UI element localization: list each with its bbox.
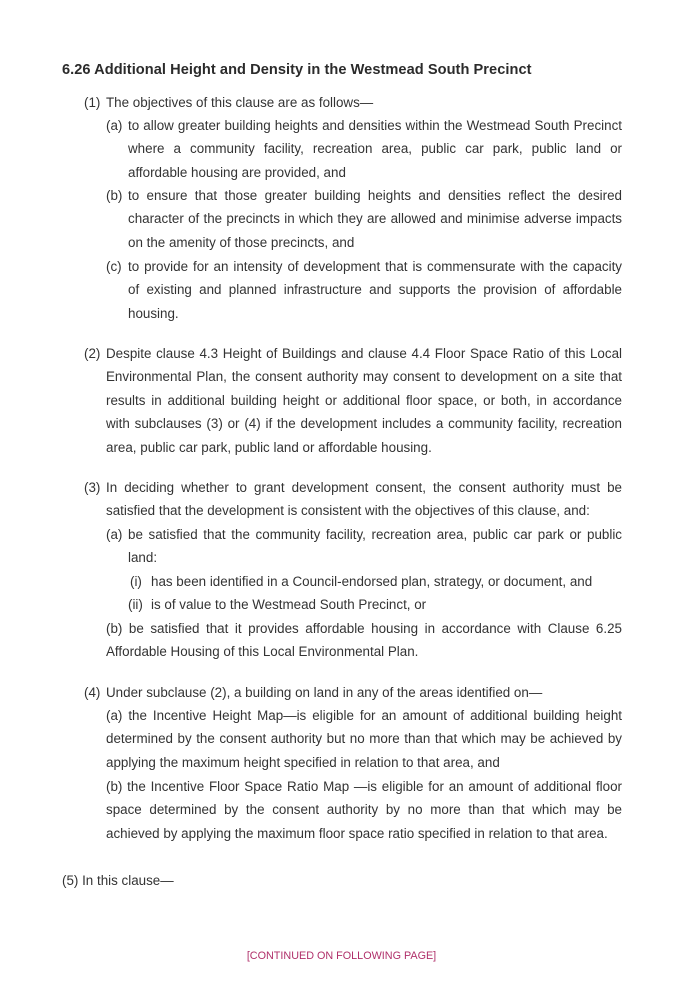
subclause-4-number: (4)	[84, 685, 101, 700]
subclause-2-text: Despite clause 4.3 Height of Buildings and clause 4.4 Floor Space Ratio of this Local Environmental Plan, the consent authority may consent to development on a site that results in additional building height or additional floor space, or both, in accordance with subclauses (3) or (4) if the development includes a community facility, recreation area, public car park, public land or affordable housing.	[106, 346, 622, 455]
subclause-4a-text: (a) the Incentive Height Map—is eligible for an amount of additional building height determined by the consent authority but no more than that which may be achieved by applying the maximum height specified in relation to that area, and	[106, 708, 622, 770]
subclause-5-text: (5) In this clause—	[62, 873, 174, 888]
subclause-1c-label: (c)	[106, 259, 122, 274]
subclause-3a-label: (a)	[106, 527, 123, 542]
subclause-3a-ii-text: is of value to the Westmead South Precinct, or	[151, 597, 427, 612]
subclause-3a-ii-label: (ii)	[128, 597, 143, 612]
subclause-1a-text: to allow greater building heights and densities within the Westmead South Precinct where a community facility, recreation area, public car park, public land or affordable housing are provided, and	[128, 118, 622, 180]
continued-footer: [CONTINUED ON FOLLOWING PAGE]	[246, 950, 437, 962]
subclause-4-text: Under subclause (2), a building on land in any of the areas identified on—	[106, 685, 543, 700]
subclause-1-text: The objectives of this clause are as follows—	[106, 95, 374, 110]
subclause-3b-text: (b) be satisfied that it provides affordable housing in accordance with Clause 6.25 Affordable Housing of this Local Environmental Plan.	[106, 621, 622, 660]
subclause-3-number: (3)	[84, 480, 101, 495]
subclause-3-text: In deciding whether to grant development consent, the consent authority must be satisfied that the development is consistent with the objectives of this clause, and:	[106, 480, 622, 519]
subclause-1-number: (1)	[84, 95, 101, 110]
subclause-1b-text: to ensure that those greater building heights and densities reflect the desired character of the precincts in which they are allowed and minimise adverse impacts on the amenity of those precincts, and	[128, 188, 622, 250]
subclause-3a-i-label: (i)	[130, 574, 142, 589]
clause-heading: 6.26 Additional Height and Density in the Westmead South Precinct	[62, 62, 532, 78]
subclause-4b-text: (b) the Incentive Floor Space Ratio Map —is eligible for an amount of additional floor space determined by the consent authority by no more than that which may be achieved by applying the maximum floor space ratio specified in relation to that area.	[106, 779, 622, 841]
subclause-2-number: (2)	[84, 346, 101, 361]
subclause-3a-text: be satisfied that the community facility, recreation area, public car park or public land:	[128, 527, 622, 566]
subclause-1b-label: (b)	[106, 188, 123, 203]
subclause-3a-i-text: has been identified in a Council-endorsed plan, strategy, or document, and	[151, 574, 593, 589]
subclause-1c-text: to provide for an intensity of development that is commensurate with the capacity of existing and planned infrastructure and supports the provision of affordable housing.	[128, 259, 622, 321]
subclause-1a-label: (a)	[106, 118, 123, 133]
